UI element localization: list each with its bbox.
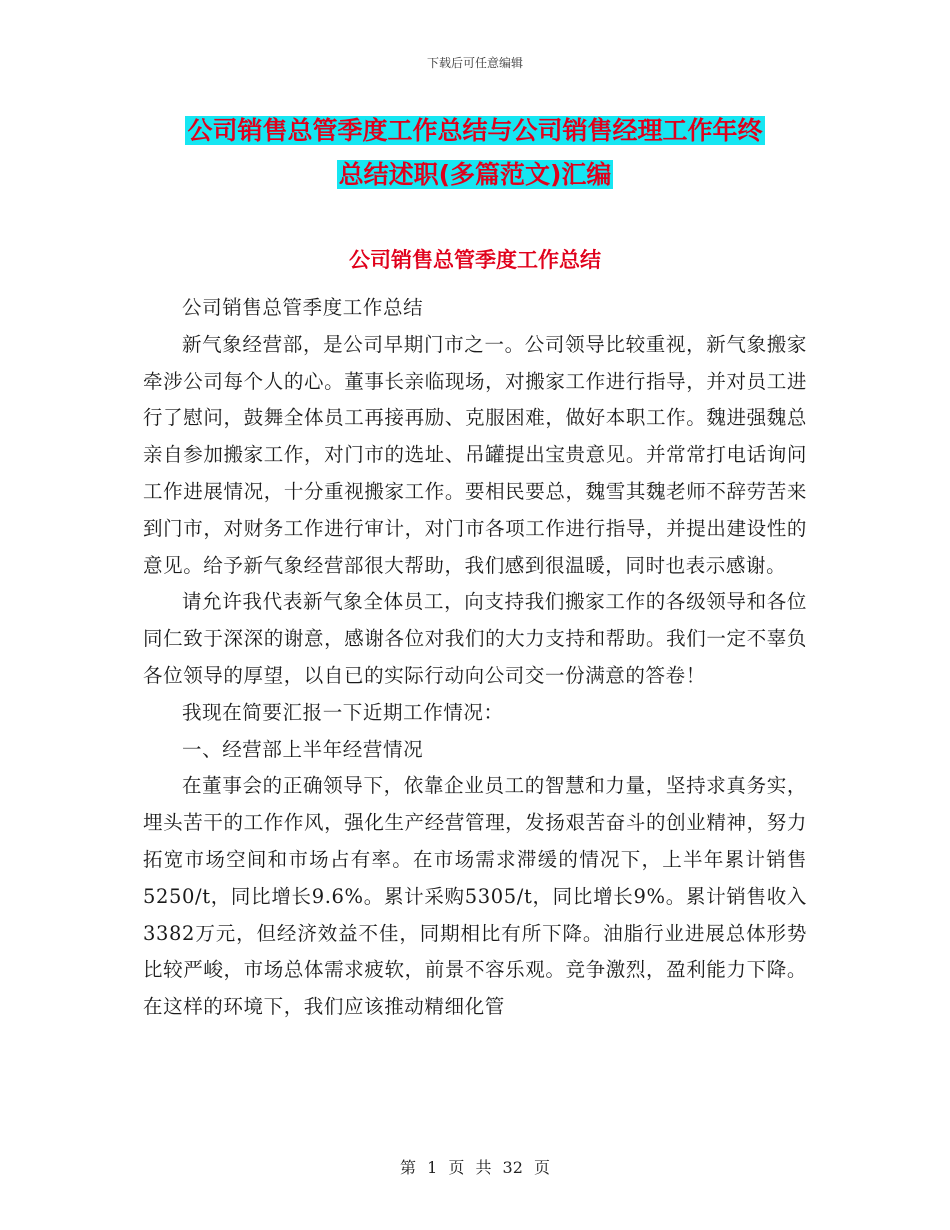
title-line-2-text: 总结述职(多篇范文)汇编 <box>338 160 612 189</box>
title-line-1-text: 公司销售总管季度工作总结与公司销售经理工作年终 <box>187 116 763 145</box>
header-note: 下载后可任意编辑 <box>426 56 523 70</box>
paragraph: 新气象经营部，是公司早期门市之一。公司领导比较重视，新气象搬家牵涉公司每个人的心。董事长亲临现场，对搬家工作进行指导，并对员工进行了慰问，鼓舞全体员工再接再励、克服困难，做好本职工作。魏进强魏总亲自参加搬家工作，对门市的选址、吊罐提出宝贵意见。并常常打电话询问工作进展情况，十分重视搬家工作。要相民要总，魏雪其魏老师不辞劳苦来到门市，对财务工作进行审计，对门市各项工作进行指导，并提出建设性的意见。给予新气象经营部很大帮助，我们感到很温暖，同时也表示感谢。 <box>143 332 807 577</box>
document-title-line-1 <box>0 108 950 154</box>
paragraph: 请允许我代表新气象全体员工，向支持我们搬家工作的各级领导和各位同仁致于深深的谢意，感谢各位对我们的大力支持和帮助。我们一定不辜负各位领导的厚望，以自已的实际行动向公司交一份满意的答卷！ <box>143 590 807 687</box>
paragraph: 在董事会的正确领导下，依靠企业员工的智慧和力量，坚持求真务实，埋头苦干的工作作风，强化生产经营管理，发扬艰苦奋斗的创业精神，努力拓宽市场空间和市场占有率。在市场需求滞缓的情况下，上半年累计销售5250/t，同比增长9.6%。累计采购5305/t，同比增长9%。累计销售收入3382万元，但经济效益不佳，同期相比有所下降。油脂行业进展总体形势比较严峻，市场总体需求疲软，前景不容乐观。竞争激烈，盈利能力下降。在这样的环境下，我们应该推动精细化管 <box>143 774 807 1019</box>
paragraph: 一、经营部上半年经营情况 <box>182 737 424 761</box>
page-footer: 第 1 页 共 32 页 <box>400 1158 550 1177</box>
document-title-line-2 <box>0 152 950 198</box>
body-text <box>143 290 807 1026</box>
paragraph: 我现在简要汇报一下近期工作情况： <box>182 700 504 724</box>
section-title: 公司销售总管季度工作总结 <box>349 248 601 272</box>
paragraph: 公司销售总管季度工作总结 <box>182 296 424 319</box>
